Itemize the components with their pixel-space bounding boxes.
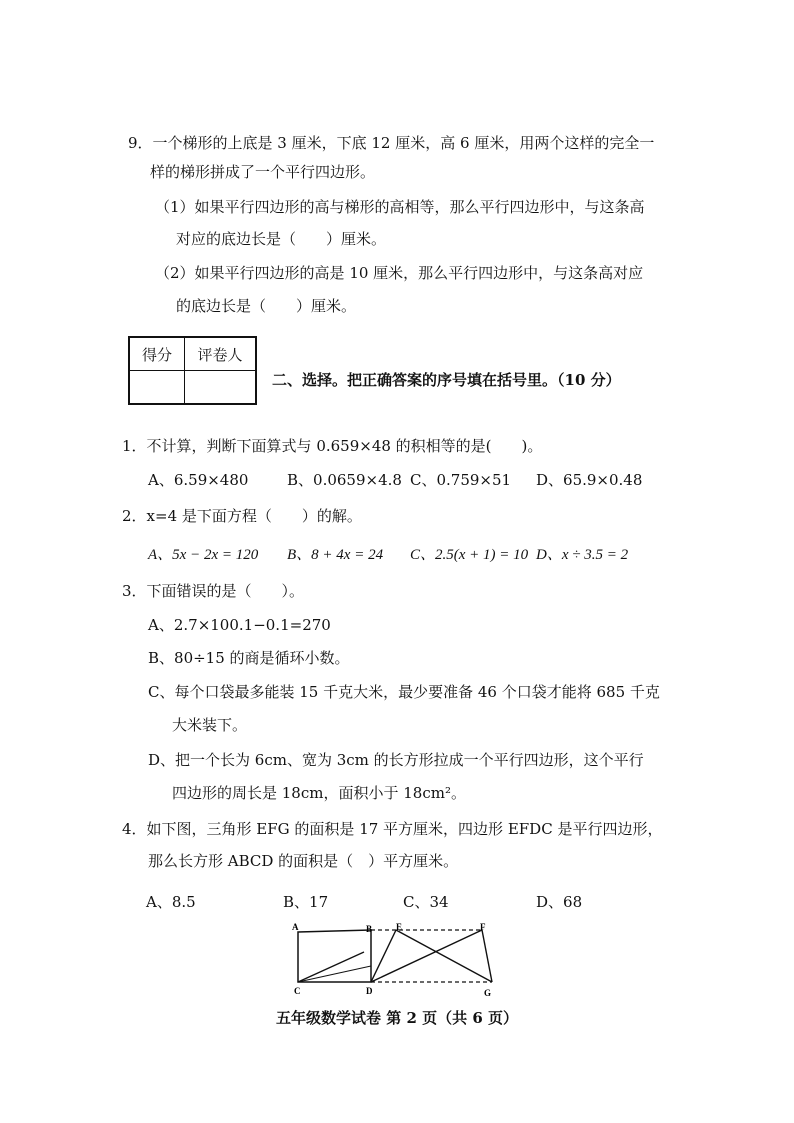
q1-option-c[interactable]: C、0.759×51 <box>410 471 512 489</box>
score-box <box>128 336 257 405</box>
q9-sub1-line-1: （1）如果平行四边形的高与梯形的高相等，那么平行四边形中，与这条高 <box>155 198 645 216</box>
q3-option-c-line-1[interactable]: C、每个口袋最多能装 15 千克大米，最少要准备 46 个口袋才能将 685 千克 <box>148 683 660 701</box>
q2-option-c[interactable]: C、2.5(x + 1) = 10 <box>410 547 529 563</box>
label-a: A <box>292 922 299 932</box>
score-header: 得分 <box>129 337 185 371</box>
q4-option-b[interactable]: B、17 <box>283 893 329 911</box>
q2-option-a[interactable]: A、5x − 2x = 120 <box>148 547 259 563</box>
label-g: G <box>484 988 492 998</box>
q1-option-b[interactable]: B、0.0659×4.8 <box>287 471 402 489</box>
q3-option-b[interactable]: B、80÷15 的商是循环小数。 <box>148 649 350 667</box>
q4-option-d[interactable]: D、68 <box>536 893 583 911</box>
q4-stem-line-2: 那么长方形 ABCD 的面积是（ ）平方厘米。 <box>148 852 459 870</box>
rectangle-diagonal-2 <box>298 966 371 982</box>
label-c: C <box>294 986 301 996</box>
q3-option-c-line-2: 大米装下。 <box>172 716 248 734</box>
segment-f-d <box>371 930 482 982</box>
q3-option-d-line-1[interactable]: D、把一个长为 6cm、宽为 3cm 的长方形拉成一个平行四边形，这个平行 <box>148 751 644 769</box>
q9-sub2-line-2: 的底边长是（ ）厘米。 <box>176 297 357 315</box>
label-f: F <box>480 922 486 932</box>
grader-header: 评卷人 <box>185 337 257 371</box>
q1-stem: 1．不计算，判断下面算式与 0.659×48 的积相等的是( )。 <box>122 437 543 455</box>
q2-option-b[interactable]: B、8 + 4x = 24 <box>287 547 384 563</box>
section-title: 二、选择。把正确答案的序号填在括号里。（10 分） <box>272 371 621 389</box>
q9-line-1: 9．一个梯形的上底是 3 厘米，下底 12 厘米，高 6 厘米，用两个这样的完全一 <box>128 134 655 152</box>
label-d: D <box>366 986 373 996</box>
q4-option-a[interactable]: A、8.5 <box>146 893 196 911</box>
q9-sub1-line-2: 对应的底边长是（ ）厘米。 <box>176 230 387 248</box>
q2-stem: 2．x=4 是下面方程（ ）的解。 <box>122 507 362 525</box>
rectangle-diagonal <box>298 952 364 982</box>
q3-option-a[interactable]: A、2.7×100.1−0.1=270 <box>148 616 331 634</box>
q2-option-d[interactable]: D、x ÷ 3.5 = 2 <box>536 547 629 563</box>
q4-stem-line-1: 4．如下图，三角形 EFG 的面积是 17 平方厘米，四边形 EFDC 是平行四边形， <box>122 820 663 838</box>
segment-e-g <box>396 930 492 982</box>
segment-e-d <box>371 930 396 982</box>
q3-stem: 3．下面错误的是（ ）。 <box>122 582 305 600</box>
score-cell[interactable] <box>129 371 185 405</box>
geometry-figure <box>286 918 506 1002</box>
q9-line-2: 样的梯形拼成了一个平行四边形。 <box>150 163 376 181</box>
q1-option-d[interactable]: D、65.9×0.48 <box>536 471 643 489</box>
segment-f-g <box>482 930 492 982</box>
grader-cell[interactable] <box>185 371 257 405</box>
q3-option-d-line-2: 四边形的周长是 18cm，面积小于 18cm²。 <box>172 784 466 802</box>
q1-option-a[interactable]: A、6.59×480 <box>148 471 249 489</box>
label-b: B <box>366 924 373 934</box>
q4-option-c[interactable]: C、34 <box>403 893 449 911</box>
page-footer: 五年级数学试卷 第 2 页（共 6 页） <box>276 1009 518 1027</box>
label-e: E <box>396 922 403 932</box>
q9-sub2-line-1: （2）如果平行四边形的高是 10 厘米，那么平行四边形中，与这条高对应 <box>155 264 644 282</box>
